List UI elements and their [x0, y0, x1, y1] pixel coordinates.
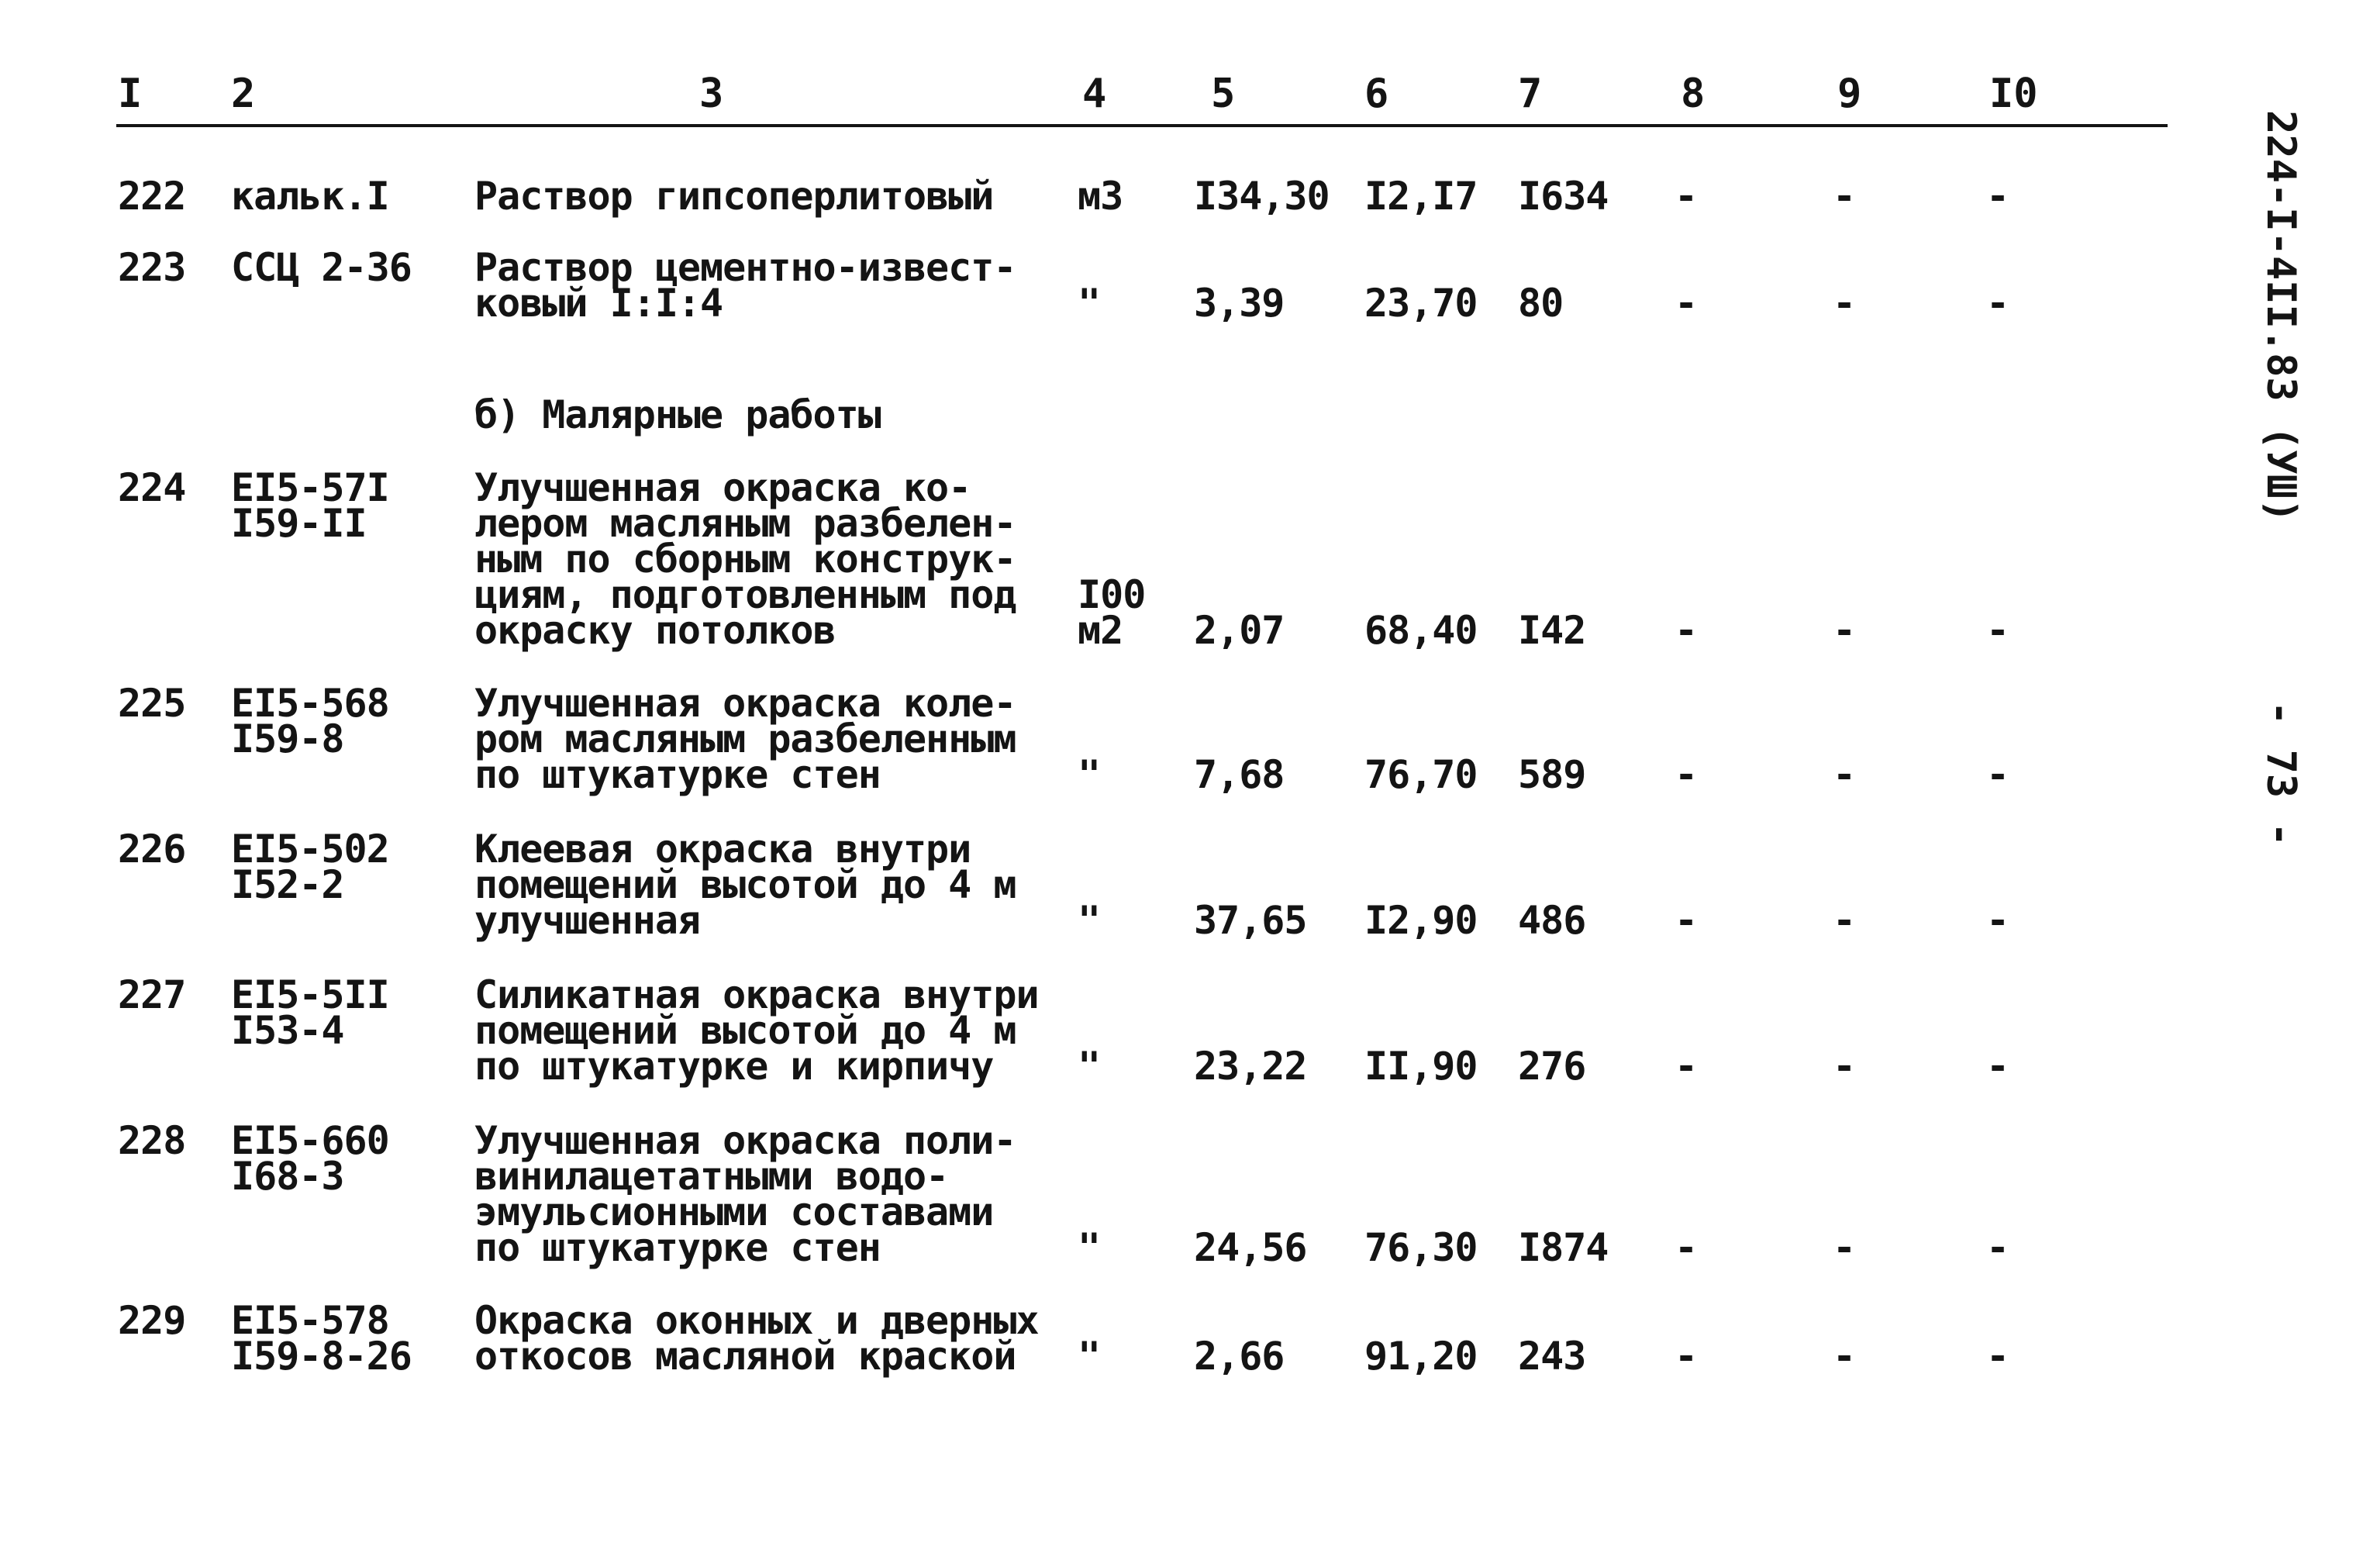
work-description: по штукатурке стен: [474, 1225, 881, 1270]
row-number: 228: [118, 1118, 186, 1163]
value-c7: I634: [1518, 174, 1609, 219]
value-c10: -: [1986, 1334, 2009, 1379]
work-description: винилацетатными водо-: [474, 1154, 949, 1199]
work-description: откосов масляной краской: [474, 1334, 1016, 1379]
value-c8: -: [1675, 174, 1698, 219]
work-description: ром масляным разбеленным: [474, 716, 1016, 761]
work-description: эмульсионными составами: [474, 1189, 994, 1234]
value-c7: 80: [1518, 281, 1564, 326]
value-c6: 76,70: [1364, 752, 1478, 797]
value-c9: -: [1833, 1334, 1856, 1379]
work-description: Раствор гипсоперлитовый: [474, 174, 994, 219]
row-number: 227: [118, 972, 186, 1017]
document-code: 224-I-4II.83 (УШ): [2258, 110, 2304, 523]
row-number: 224: [118, 465, 186, 510]
value-c6: 68,40: [1364, 608, 1478, 653]
unit: ": [1078, 752, 1101, 797]
col-header-10: I0: [1989, 71, 2038, 117]
page-number: - 73 -: [2258, 701, 2304, 847]
norm-code: EI5-57I: [231, 465, 389, 510]
unit: ": [1078, 1334, 1101, 1379]
work-description: Улучшенная окраска ко-: [474, 465, 971, 510]
norm-code: I59-8: [231, 716, 344, 761]
value-c6: 91,20: [1364, 1334, 1478, 1379]
work-description: Улучшенная окраска коле-: [474, 681, 1016, 726]
value-c10: -: [1986, 752, 2009, 797]
value-c6: 76,30: [1364, 1225, 1478, 1270]
work-description: Улучшенная окраска поли-: [474, 1118, 1016, 1163]
header-rule: [116, 124, 2168, 127]
value-c10: -: [1986, 1044, 2009, 1089]
unit: м3: [1078, 174, 1123, 219]
value-c9: -: [1833, 608, 1856, 653]
value-c7: 486: [1518, 898, 1586, 943]
value-c8: -: [1675, 1334, 1698, 1379]
work-description: Окраска оконных и дверных: [474, 1298, 1039, 1343]
work-description: улучшенная: [474, 898, 701, 943]
unit: ": [1078, 898, 1101, 943]
value-c9: -: [1833, 898, 1856, 943]
unit: I00: [1078, 572, 1146, 617]
row-number: 229: [118, 1298, 186, 1343]
work-description: ковый I:I:4: [474, 281, 723, 326]
value-c8: -: [1675, 898, 1698, 943]
value-c7: 276: [1518, 1044, 1586, 1089]
value-c6: II,90: [1364, 1044, 1478, 1089]
value-c10: -: [1986, 281, 2009, 326]
norm-code: ССЦ 2-36: [231, 245, 412, 290]
value-c8: -: [1675, 752, 1698, 797]
work-description: по штукатурке и кирпичу: [474, 1044, 994, 1089]
value-c6: I2,I7: [1364, 174, 1478, 219]
norm-code: EI5-568: [231, 681, 389, 726]
work-description: циям, подготовленным под: [474, 572, 1016, 617]
work-description: лером масляным разбелен-: [474, 501, 1016, 546]
value-c8: -: [1675, 608, 1698, 653]
col-header-1: I: [118, 71, 143, 117]
value-c5: 7,68: [1194, 752, 1285, 797]
col-header-2: 2: [231, 71, 256, 117]
row-number: 223: [118, 245, 186, 290]
section-title: б) Малярные работы: [474, 392, 881, 437]
col-header-8: 8: [1681, 71, 1706, 117]
work-description: помещений высотой до 4 м: [474, 1008, 1016, 1053]
value-c8: -: [1675, 1044, 1698, 1089]
value-c5: 37,65: [1194, 898, 1307, 943]
value-c5: 3,39: [1194, 281, 1285, 326]
value-c6: I2,90: [1364, 898, 1478, 943]
value-c6: 23,70: [1364, 281, 1478, 326]
norm-code: I59-8-26: [231, 1334, 412, 1379]
work-description: ным по сборным конструк-: [474, 537, 1016, 582]
value-c10: -: [1986, 174, 2009, 219]
unit: ": [1078, 281, 1101, 326]
col-header-6: 6: [1364, 71, 1389, 117]
value-c5: 2,66: [1194, 1334, 1285, 1379]
norm-code: EI5-660: [231, 1118, 389, 1163]
unit: ": [1078, 1044, 1101, 1089]
work-description: помещений высотой до 4 м: [474, 862, 1016, 907]
norm-code: I68-3: [231, 1154, 344, 1199]
work-description: по штукатурке стен: [474, 752, 881, 797]
value-c9: -: [1833, 174, 1856, 219]
norm-code: I52-2: [231, 862, 344, 907]
value-c10: -: [1986, 608, 2009, 653]
work-description: Раствор цементно-извест-: [474, 245, 1016, 290]
value-c5: 2,07: [1194, 608, 1285, 653]
col-header-9: 9: [1837, 71, 1862, 117]
norm-code: I59-II: [231, 501, 367, 546]
norm-code: I53-4: [231, 1008, 344, 1053]
value-c5: 24,56: [1194, 1225, 1307, 1270]
value-c7: I42: [1518, 608, 1586, 653]
value-c10: -: [1986, 898, 2009, 943]
value-c8: -: [1675, 281, 1698, 326]
row-number: 225: [118, 681, 186, 726]
work-description: Клеевая окраска внутри: [474, 827, 971, 872]
value-c10: -: [1986, 1225, 2009, 1270]
unit: м2: [1078, 608, 1123, 653]
value-c8: -: [1675, 1225, 1698, 1270]
value-c9: -: [1833, 752, 1856, 797]
norm-code: EI5-578: [231, 1298, 389, 1343]
row-number: 222: [118, 174, 186, 219]
value-c7: 589: [1518, 752, 1586, 797]
norm-code: EI5-5II: [231, 972, 389, 1017]
col-header-7: 7: [1518, 71, 1543, 117]
value-c7: 243: [1518, 1334, 1586, 1379]
row-number: 226: [118, 827, 186, 872]
value-c5: I34,30: [1194, 174, 1330, 219]
col-header-5: 5: [1211, 71, 1236, 117]
col-header-4: 4: [1082, 71, 1107, 117]
value-c9: -: [1833, 281, 1856, 326]
norm-code: кальк.I: [231, 174, 389, 219]
value-c5: 23,22: [1194, 1044, 1307, 1089]
work-description: окраску потолков: [474, 608, 836, 653]
unit: ": [1078, 1225, 1101, 1270]
norm-code: EI5-502: [231, 827, 389, 872]
value-c7: I874: [1518, 1225, 1609, 1270]
value-c9: -: [1833, 1044, 1856, 1089]
value-c9: -: [1833, 1225, 1856, 1270]
work-description: Силикатная окраска внутри: [474, 972, 1039, 1017]
col-header-3: 3: [699, 71, 724, 117]
